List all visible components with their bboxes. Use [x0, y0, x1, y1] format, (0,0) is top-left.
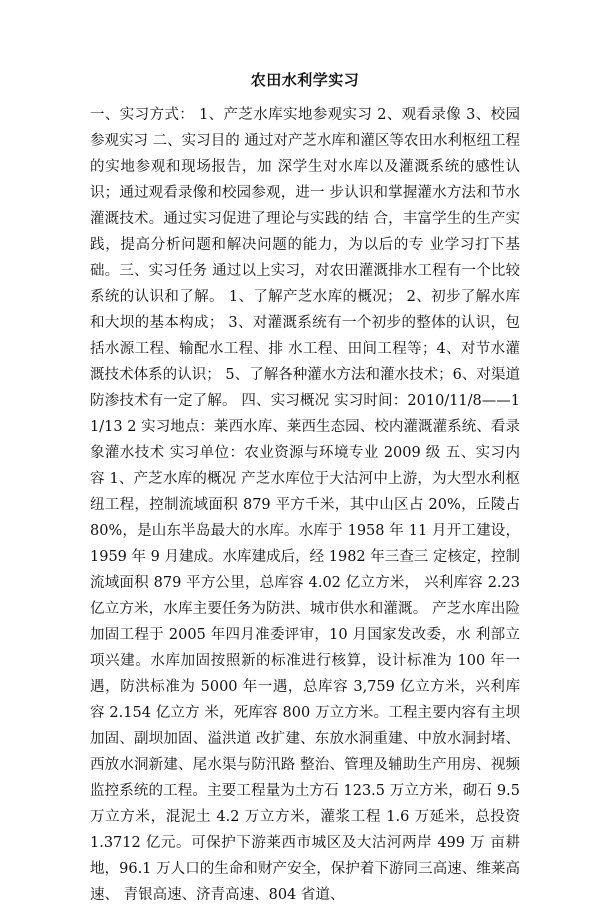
document-page [90, 70, 520, 908]
document-body: 一、实习方式： 1、产芝水库实地参观实习 2、观看录像 3、校园参观实习 二、实习目的 通过对产芝水库和灌区等农田水利枢纽工程的实地参观和现场报告，加 深学生对水库以及灌溉系统的感性认识；通过观看录像和校园参观，进一 步认识和掌握灌水方法和节水灌溉技术。通过实习促进了理论与实践的结 合，丰富学生的生产实践，提高分析问题和解决问题的能力，为以后的专 业学习打下基础。三、实习任务 通过以上实习，对农田灌溉排水工程有一个比较系统的认识和了解。 1、了解产芝水库的概况； 2、初步了解水库和大坝的基本构成； 3、对灌溉系统有一个初步的整体的认识，包括水源工程、输配水工程、排 水工程、田间工程等；4、对节水灌溉技术体系的认识； 5、了解各种灌水方法和灌水技术；6、对渠道防渗技术有一定了解。 四、实习概况 实习时间：2010/11/8——11/13 2 实习地点：莱西水库、莱西生态园、校内灌溉灌系统、看录象灌水技术 实习单位：农业资源与环境专业 2009 级 五、实习内容 1、产芝水库的概况 产芝水库位于大沽河中上游，为大型水利枢纽工程，控制流域面积 879 平方千米，其中山区占 20%，丘陵占 80%，是山东半岛最大的水库。水库于 1958 年 11 月开工建设，1959 年 9 月建成。水库建成后，经 1982 年三查三 定核定，控制流域面积 879 平方公里，总库容 4.02 亿立方米， 兴利库容 2.23 亿立方米，水库主要任务为防洪、城市供水和灌溉。 产芝水库出险加固工程于 2005 年四月准委评审，10 月国家发改委，水 利部立项兴建。水库加固按照新的标准进行核算，设计标准为 100 年一遇，防洪标准为 5000 年一遇，总库容 3,759 亿立方米，兴利库容 2.154 亿立方 米，死库容 800 万立方米。工程主要内容有主坝加固、副坝加固、溢洪道 改扩建、东放水洞重建、中放水洞封堵、西放水洞新建、尾水渠与防汛路 整治、管理及辅助生产用房、视频监控系统的工程。主要工程量为土方石 123.5 万立方米，砌石 9.5 万立方米，混泥土 4.2 万立方米，灌浆工程 1.6 万延米，总投资 1.3712 亿元。可保护下游莱西市城区及大沽河两岸 499 万 亩耕地，96.1 万人口的生命和财产安全，保护着下游同三高速、维莱高速、 青银高速、济青高速、804 省道、 [90, 107, 520, 903]
document-title: 农田水利学实习 [250, 71, 360, 89]
